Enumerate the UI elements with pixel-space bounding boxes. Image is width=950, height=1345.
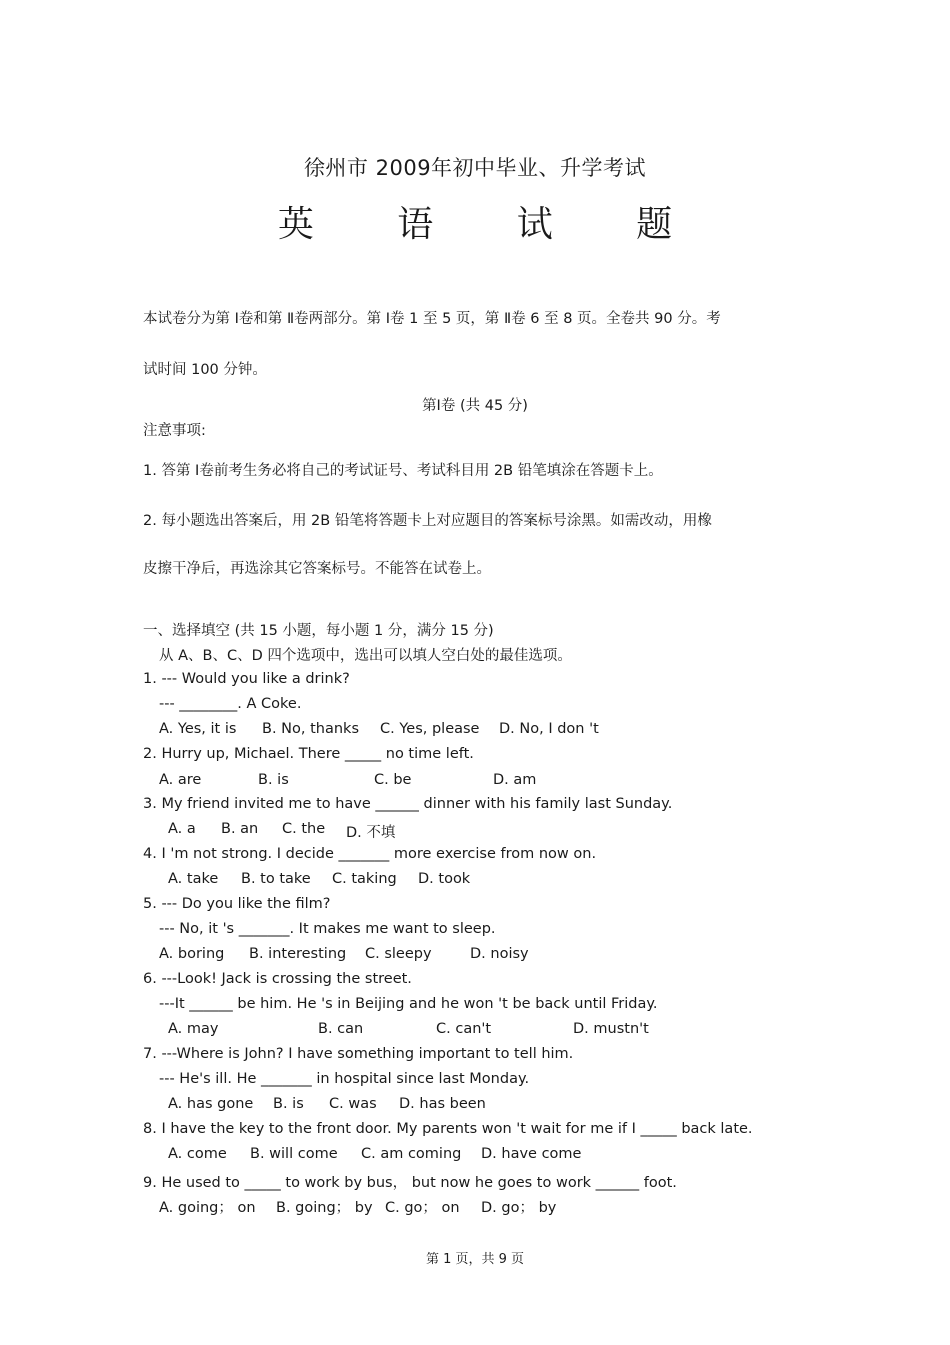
option-a: A. may (168, 1021, 219, 1037)
question-3-stem: 3. My friend invited me to have ______ dinner with his family last Sunday. (143, 796, 673, 812)
note-2-line-1: 2. 每小题选出答案后，用 2B 铅笔将答题卡上对应题目的答案标号涂黑。如需改动，用橡 (143, 513, 712, 529)
option-a: A. Yes, it is (159, 721, 237, 737)
option-d: D. 不填 (346, 825, 396, 841)
exam-title: 徐州市 2009年初中毕业、升学考试 (303, 156, 647, 180)
section-1-title: 一、选择填空 (共 15 小题，每小题 1 分，满分 15 分) (143, 623, 494, 639)
option-b: B. is (258, 772, 289, 788)
question-7-line-2: --- He's ill. He _______ in hospital since last Monday. (159, 1071, 530, 1087)
option-d: D. took (418, 871, 471, 887)
option-d: D. noisy (470, 946, 529, 962)
option-c: C. Yes, please (380, 721, 480, 737)
option-a: A. has gone (168, 1096, 254, 1112)
option-d: D. have come (481, 1146, 582, 1162)
option-c: C. can't (436, 1021, 492, 1037)
question-1-line-2: --- ________. A Coke. (159, 696, 302, 712)
intro-line-2: 试时间 100 分钟。 (143, 362, 267, 378)
question-9-stem: 9. He used to _____ to work by bus， but now he goes to work ______ foot. (143, 1175, 677, 1191)
option-a: A. come (168, 1146, 227, 1162)
question-5-line-2: --- No, it 's _______. It makes me want to sleep. (159, 921, 496, 937)
option-c: C. be (374, 772, 412, 788)
option-c: C. am coming (361, 1146, 462, 1162)
note-2-line-2: 皮擦干净后，再选涂其它答案标号。不能答在试卷上。 (143, 561, 491, 577)
question-6-options (168, 1021, 649, 1037)
option-a: A. boring (159, 946, 225, 962)
option-a: A. going； on (159, 1200, 256, 1216)
option-a: A. take (168, 871, 219, 887)
question-5-options (159, 946, 529, 962)
question-1-options (159, 721, 599, 737)
question-5-stem: 5. --- Do you like the film? (143, 896, 331, 912)
section-1-instruction: 从 A、B、C、D 四个选项中，选出可以填人空白处的最佳选项。 (159, 648, 572, 664)
option-d: D. No, I don 't (499, 721, 599, 737)
question-2-options (159, 772, 536, 788)
page-footer: 第 1 页，共 9 页 (425, 1252, 525, 1267)
intro-line-1: 本试卷分为第 Ⅰ卷和第 Ⅱ卷两部分。第 Ⅰ卷 1 至 5 页，第 Ⅱ卷 6 至 8 页。全卷共 90 分。考 (143, 311, 721, 327)
question-1-stem: 1. --- Would you like a drink? (143, 671, 350, 687)
option-d: D. has been (399, 1096, 486, 1112)
option-c: C. sleepy (365, 946, 432, 962)
option-b: B. an (221, 821, 259, 837)
option-c: C. taking (332, 871, 397, 887)
option-a: A. a (168, 821, 196, 837)
option-d: D. go； by (481, 1200, 557, 1216)
question-8-stem: 8. I have the key to the front door. My parents won 't wait for me if I _____ back late. (143, 1121, 753, 1137)
option-b: B. is (273, 1096, 304, 1112)
option-b: B. to take (241, 871, 311, 887)
option-b: B. going； by (276, 1200, 373, 1216)
option-b: B. will come (250, 1146, 338, 1162)
option-c: C. go； on (385, 1200, 460, 1216)
option-c: C. was (329, 1096, 377, 1112)
question-6-line-2: ---It ______ be him. He 's in Beijing and he won 't be back until Friday. (159, 996, 658, 1012)
option-d: D. mustn't (573, 1021, 649, 1037)
question-9-options (159, 1196, 556, 1217)
option-a: A. are (159, 772, 202, 788)
notes-label: 注意事项: (143, 423, 206, 439)
question-7-options (168, 1096, 486, 1112)
question-7-stem: 7. ---Where is John? I have something important to tell him. (143, 1046, 574, 1062)
option-b: B. No, thanks (262, 721, 360, 737)
question-2-stem: 2. Hurry up, Michael. There _____ no time left. (143, 746, 474, 762)
option-d: D. am (493, 772, 537, 788)
question-3-options (168, 821, 395, 842)
option-c: C. the (282, 821, 326, 837)
question-8-options (168, 1146, 581, 1162)
question-4-options (168, 871, 470, 887)
question-6-stem: 6. ---Look! Jack is crossing the street. (143, 971, 412, 987)
question-4-stem: 4. I 'm not strong. I decide _______ more exercise from now on. (143, 846, 597, 862)
option-b: B. can (318, 1021, 364, 1037)
subject-title: 英 语 试 题 (277, 204, 709, 245)
note-1: 1. 答第 Ⅰ卷前考生务必将自己的考试证号、考试科目用 2B 铅笔填涂在答题卡上。 (143, 463, 663, 479)
option-b: B. interesting (249, 946, 347, 962)
part1-heading: 第Ⅰ卷 (共 45 分) (422, 398, 528, 414)
